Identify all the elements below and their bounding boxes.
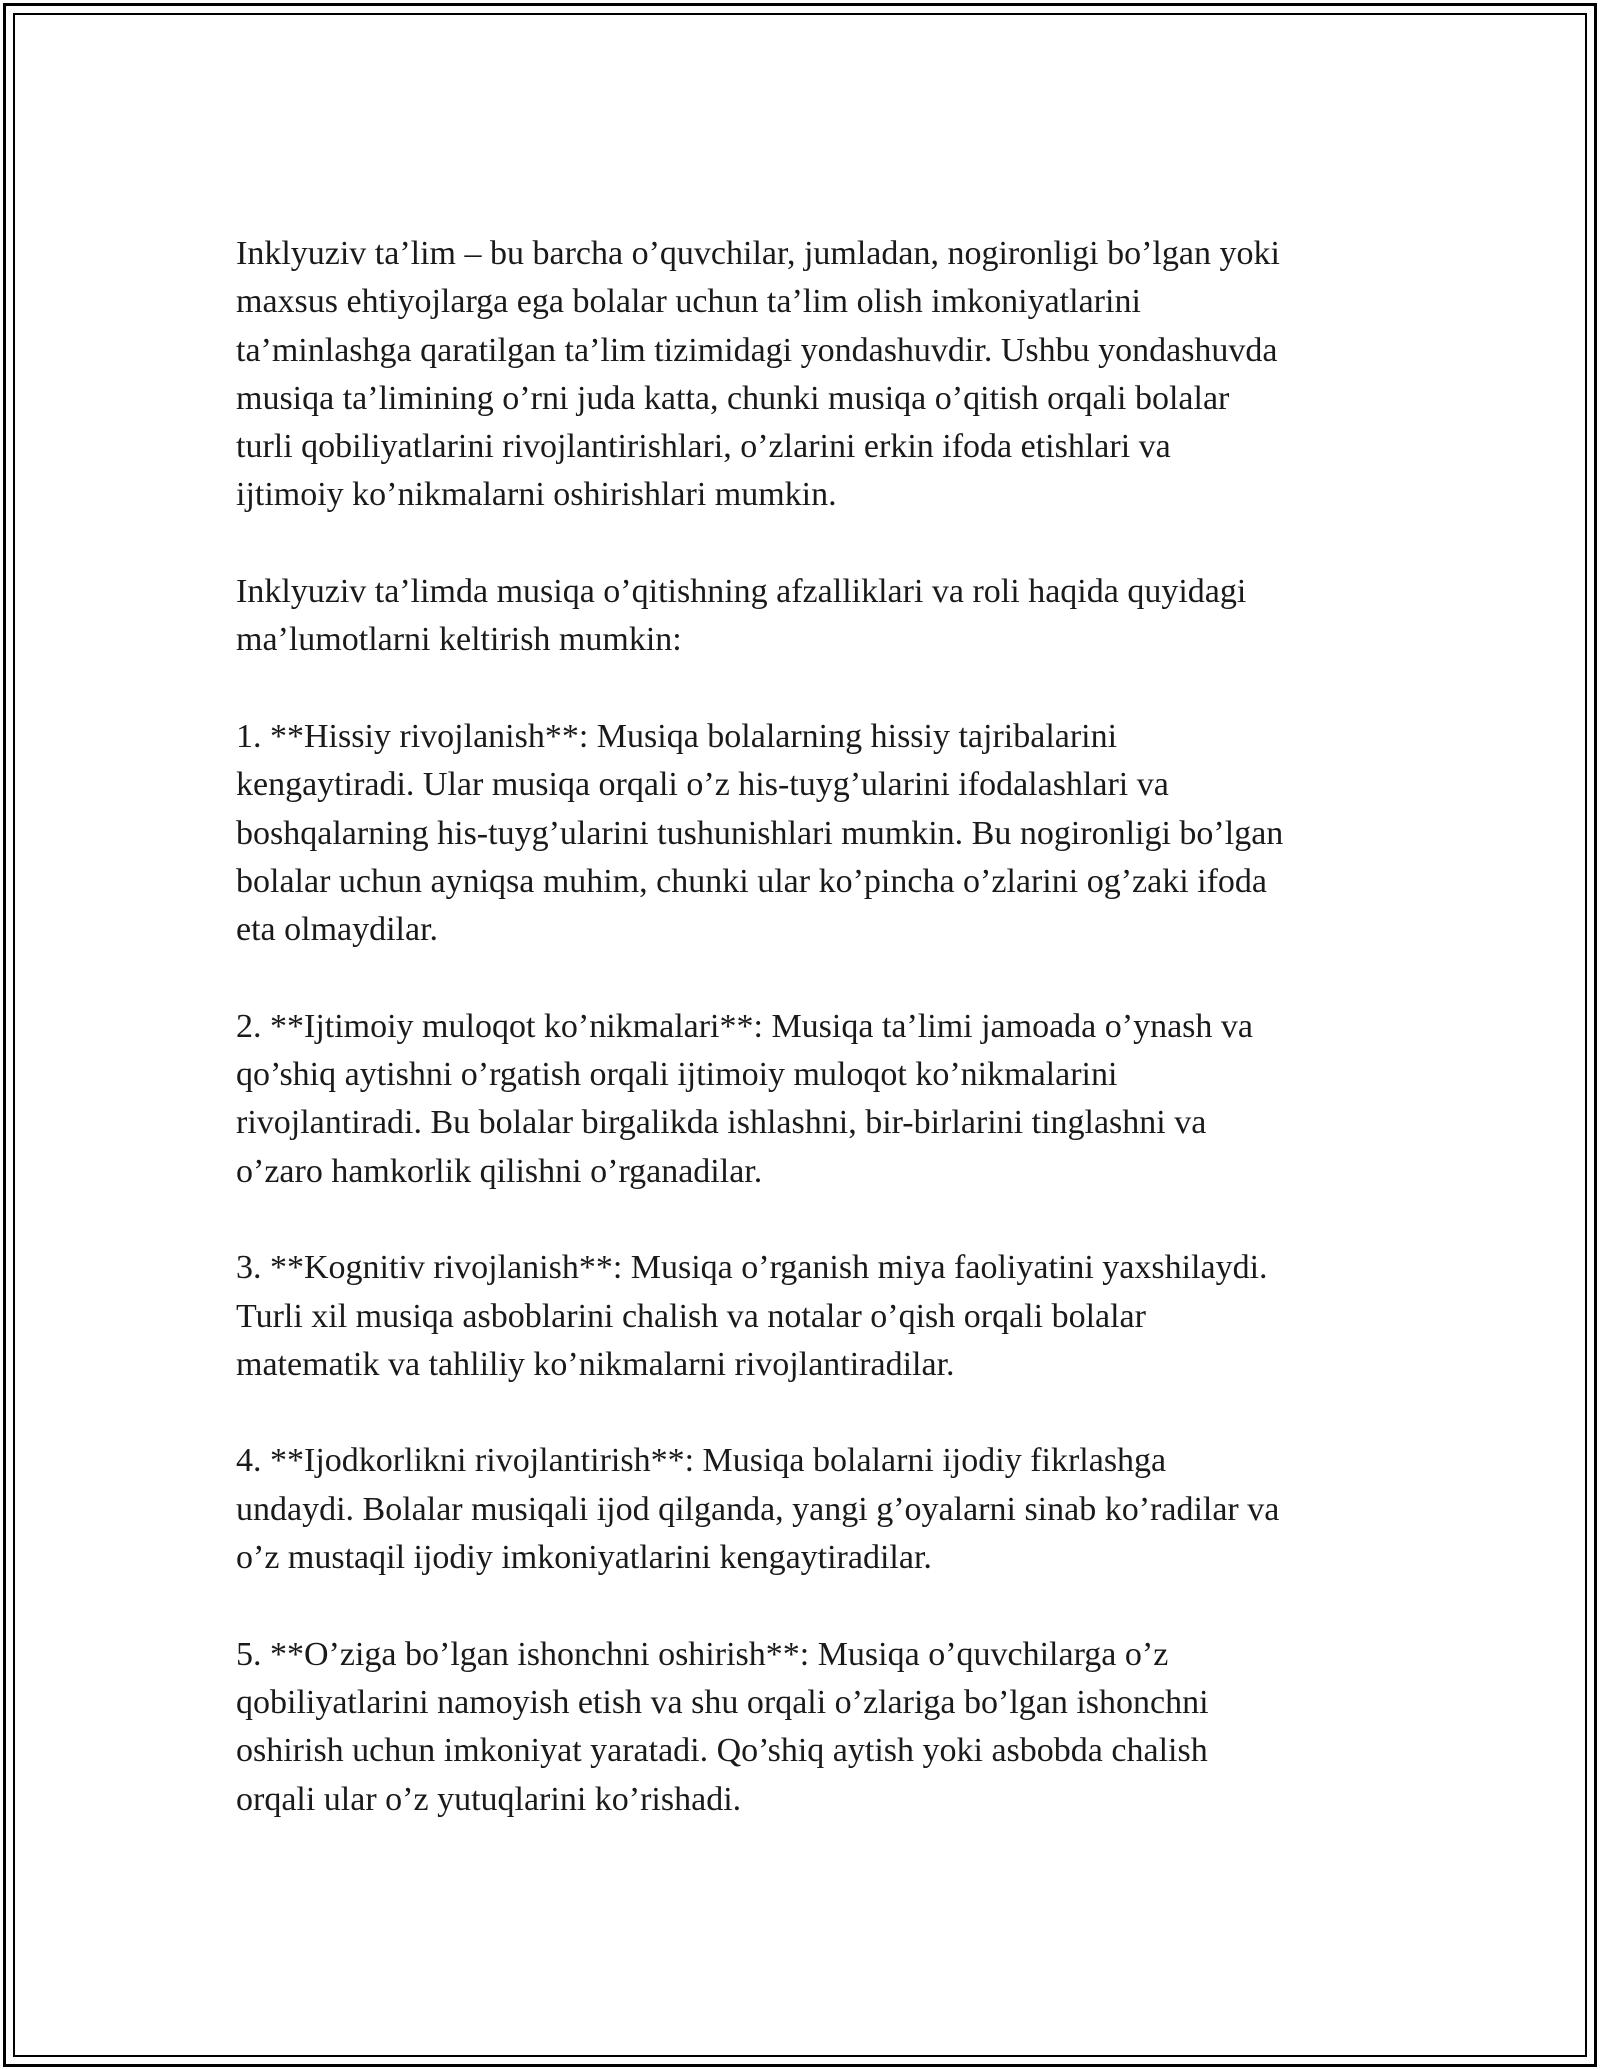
list-item-kognitiv-rivojlanish: 3. **Kognitiv rivojlanish**: Musiqa o’rganish miya faoliyatini yaxshilaydi. Turli xil musiqa asboblarini chalish va notalar o’qish orqali bolalar matematik va tahliliy ko’nikmalarni rivojlantiradilar.	[236, 1249, 1268, 1383]
lead-in-paragraph: Inklyuziv ta’limda musiqa o’qitishning afzalliklari va roli haqida quyidagi ma’lumotlarni keltirish mumkin:	[236, 573, 1247, 659]
intro-paragraph: Inklyuziv ta’lim – bu barcha o’quvchilar, jumladan, nogironligi bo’lgan yoki maxsus ehtiyojlarga ega bolalar uchun ta’lim olish imkoniyatlarini ta’minlashga qaratilgan ta’lim tizimidagi yondashuvdir. Ushbu yondashuvda musiqa ta’limining o’rni juda katta, chunki musiqa o’qitish orqali bolalar turli qobiliyatlarini rivojlantirishlari, o’zlarini erkin ifoda etishlari va ijtimoiy ko’nikmalarni oshirishlari mumkin.	[236, 235, 1280, 514]
list-item-ijodkorlik: 4. **Ijodkorlikni rivojlantirish**: Musiqa bolalarni ijodiy fikrlashga undaydi. Bolalar musiqali ijod qilganda, yangi g’oyalarni sinab ko’radilar va o’z mustaqil ijodiy imkoniyatlarini kengaytiradilar.	[236, 1442, 1280, 1577]
document-body	[236, 230, 1386, 1824]
list-item-ijtimoiy-muloqot: 2. **Ijtimoiy muloqot ko’nikmalari**: Musiqa ta’limi jamoada o’ynash va qo’shiq aytishni o’rgatish orqali ijtimoiy muloqot ko’nikmalarini rivojlantiradi. Bu bolalar birgalikda ishlashni, bir-birlarini tinglashni va o’zaro hamkorlik qilishni o’rganadilar.	[236, 1007, 1253, 1190]
list-item-hissiy-rivojlanish: 1. **Hissiy rivojlanish**: Musiqa bolalarning hissiy tajribalarini kengaytiradi. Ular musiqa orqali o’z his-tuyg’ularini ifodalashlari va boshqalarning his-tuyg’ularini tushunishlari mumkin. Bu nogironligi bo’lgan bolalar uchun ayniqsa muhim, chunki ular ko’pincha o’zlarini og’zaki ifoda eta olmaydilar.	[236, 717, 1284, 949]
list-item-ishonch: 5. **O’ziga bo’lgan ishonchni oshirish**: Musiqa o’quvchilarga o’z qobiliyatlarini namoyish etish va shu orqali o’zlariga bo’lgan ishonchni oshirish uchun imkoniyat yaratadi. Qo’shiq aytish yoki asbobda chalish orqali ular o’z yutuqlarini ko’rishadi.	[236, 1635, 1209, 1818]
